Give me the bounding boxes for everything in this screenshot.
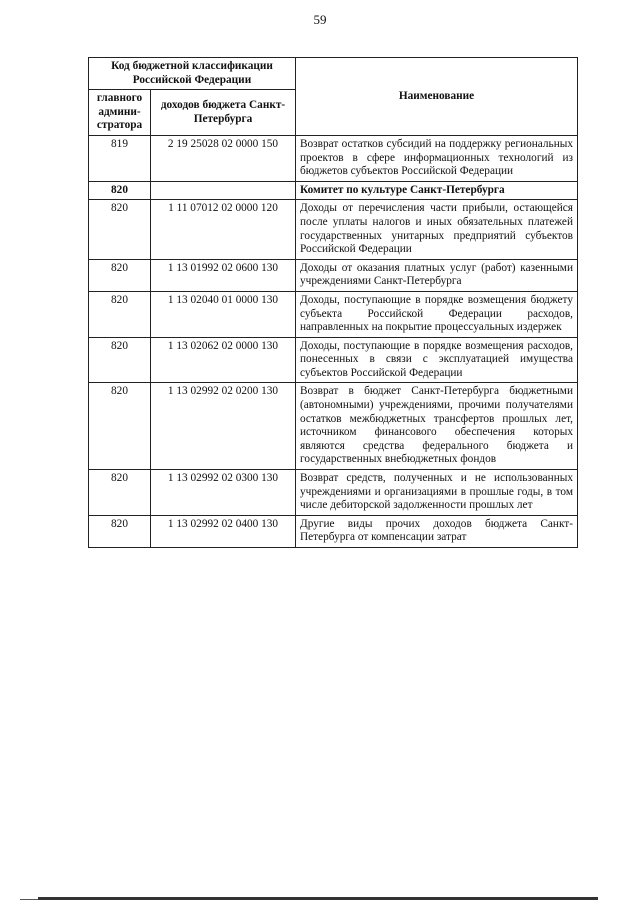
name-cell: Доходы от перечисления части прибыли, остающейся после уплаты налогов и иных обязательных платежей государственных унитарных предприятий субъектов Российской Федерации: [296, 200, 578, 259]
header-classification-code: Код бюджетной классификации Российской Федерации: [89, 58, 296, 90]
table-row: [89, 135, 578, 181]
table-row: [89, 291, 578, 337]
table-row: [89, 337, 578, 383]
name-cell: Возврат в бюджет Санкт-Петербурга бюджетными (автономными) учреждениями, прочими получателями остатков межбюджетных трансфертов прошлых лет, источником финансового обеспечения которых являются средства федерального бюджета и государственных внебюджетных фондов: [296, 383, 578, 470]
table-row: [89, 383, 578, 470]
header-row-group: [89, 58, 578, 90]
admin-cell: 820: [89, 181, 151, 200]
header-revenue-code: доходов бюджета Санкт-Петербурга: [151, 90, 296, 136]
table-row: [89, 470, 578, 516]
page-number: 59: [313, 12, 327, 27]
code-cell: 1 13 02992 02 0400 130: [151, 515, 296, 547]
header-name: Наименование: [296, 58, 578, 136]
admin-cell: 820: [89, 383, 151, 470]
name-cell: Возврат остатков субсидий на поддержку региональных проектов в сфере информационных технологий из бюджетов субъектов Российской Федерации: [296, 135, 578, 181]
admin-cell: 820: [89, 470, 151, 516]
code-cell: 1 13 02992 02 0300 130: [151, 470, 296, 516]
code-cell: 1 13 01992 02 0600 130: [151, 259, 296, 291]
admin-cell: 820: [89, 259, 151, 291]
table-row: [89, 200, 578, 259]
code-cell: 1 13 02992 02 0200 130: [151, 383, 296, 470]
admin-cell: 820: [89, 291, 151, 337]
name-cell: Доходы от оказания платных услуг (работ) казенными учреждениями Санкт-Петербурга: [296, 259, 578, 291]
admin-cell: 820: [89, 200, 151, 259]
admin-cell: 820: [89, 337, 151, 383]
code-cell: 2 19 25028 02 0000 150: [151, 135, 296, 181]
name-cell: Возврат средств, полученных и не использованных учреждениями и организациями в прошлые годы, в том числе дебиторской задолженности прошлых лет: [296, 470, 578, 516]
code-cell: 1 13 02062 02 0000 130: [151, 337, 296, 383]
budget-classification-table: [88, 57, 578, 548]
admin-cell: 820: [89, 515, 151, 547]
name-cell: Комитет по культуре Санкт-Петербурга: [296, 181, 578, 200]
code-cell: 1 11 07012 02 0000 120: [151, 200, 296, 259]
name-cell: Доходы, поступающие в порядке возмещения бюджету субъекта Российской Федерации расходов, направленных на покрытие процессуальных издержек: [296, 291, 578, 337]
table-row: [89, 515, 578, 547]
name-cell: Доходы, поступающие в порядке возмещения расходов, понесенных в связи с эксплуатацией имущества субъектов Российской Федерации: [296, 337, 578, 383]
code-cell: [151, 181, 296, 200]
footer-scan-line: [38, 897, 598, 900]
admin-cell: 819: [89, 135, 151, 181]
table-body: [89, 135, 578, 547]
table-row: [89, 259, 578, 291]
table-row: [89, 181, 578, 200]
name-cell: Другие виды прочих доходов бюджета Санкт-Петербурга от компенсации затрат: [296, 515, 578, 547]
header-admin: главного админи-стратора: [89, 90, 151, 136]
code-cell: 1 13 02040 01 0000 130: [151, 291, 296, 337]
